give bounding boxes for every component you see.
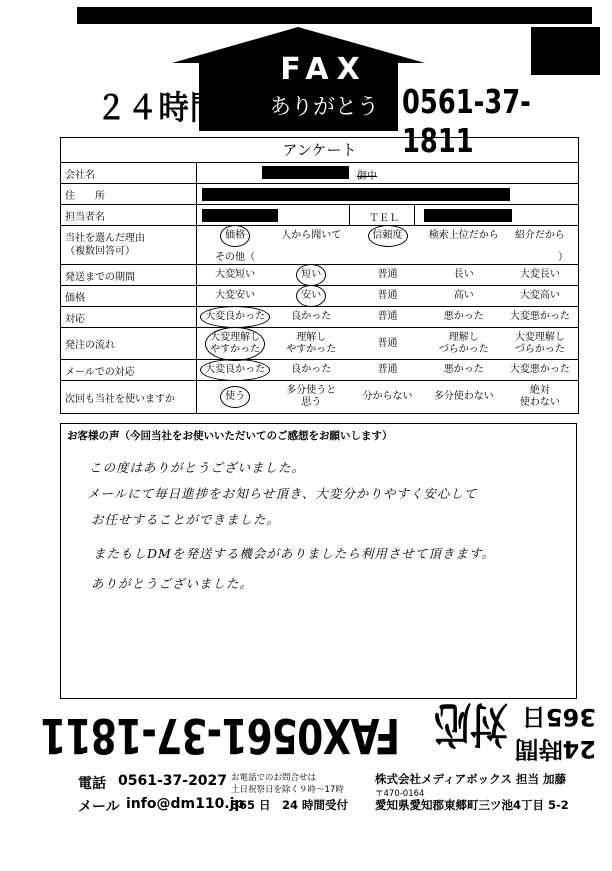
reason-option-label: 人から聞いて (281, 230, 342, 241)
fax-label: FAX (280, 52, 368, 87)
redaction-block (531, 27, 600, 75)
rating-option-label: 絶対 使わない (519, 385, 560, 408)
reason-other-close: ） (558, 252, 568, 263)
rating-option-label: 普通 (377, 311, 398, 322)
rating-option-label: 大変短い (215, 269, 256, 280)
rating-option-label: 大変長い (519, 269, 560, 280)
rating-option[interactable] (349, 265, 425, 285)
reason-option[interactable] (273, 226, 349, 246)
footer-postal: 〒470-0164 (375, 789, 425, 799)
rating-option[interactable] (426, 328, 502, 359)
customer-voice-box (60, 423, 577, 699)
rating-option-label: 大変悪かった (509, 311, 570, 322)
voice-line: またもしDMを発送する機会がありましたら利用させて頂きます。 (93, 546, 495, 561)
redacted-company (262, 166, 349, 179)
rating-option-label: 大変高い (519, 290, 560, 301)
rating-row (61, 286, 578, 307)
rating-row (61, 328, 578, 360)
rating-option-label: 良かった (291, 311, 332, 322)
rating-row (61, 381, 578, 413)
company-label: 会社名 (61, 163, 197, 183)
reason-option-label: 紹介だから (514, 230, 565, 241)
tel-label: ＴＥＬ (369, 213, 399, 224)
reason-option[interactable] (349, 226, 425, 246)
rating-option[interactable] (197, 381, 273, 413)
rating-option[interactable] (426, 307, 502, 327)
mirrored-banner (40, 696, 596, 771)
rating-option-label: 高い (453, 290, 474, 301)
voice-title: お客様の声（今回当社をお使いいただいてのご感想をお願いします） (67, 430, 393, 442)
voice-line: この度はありがとうございました。 (89, 460, 306, 475)
rating-option[interactable] (197, 328, 273, 359)
rating-option[interactable] (502, 381, 578, 413)
top-bar (77, 7, 592, 24)
redacted-tel (424, 209, 512, 222)
footer-phone-label: 電話 (78, 776, 106, 792)
reason-option[interactable] (426, 226, 502, 246)
rating-option-label: 大変安い (215, 290, 256, 301)
banner-days: 365日 (521, 703, 596, 731)
redacted-contact (202, 209, 278, 222)
rating-row (61, 307, 578, 328)
reason-other: その他（ (215, 252, 255, 263)
rating-option-label: 多分使うと 思う (286, 385, 337, 408)
address-label: 住 所 (61, 184, 197, 204)
rating-row-label: メールでの対応 (61, 360, 197, 380)
footer-company: 株式会社メディアボックス 担当 加藤 (375, 772, 566, 786)
rating-option[interactable] (349, 307, 425, 327)
footer-mail-label: メール (78, 799, 120, 815)
banner-fax-number: FAX0561-37-1811 (40, 707, 400, 763)
rating-row (61, 265, 578, 286)
rating-option-label: 短い (301, 269, 322, 280)
company-row (61, 163, 578, 184)
rating-option[interactable] (273, 381, 349, 413)
company-suffix: 御中 (357, 171, 377, 182)
footer-inquiry: お電話でのお問合せは (231, 773, 317, 783)
reason-option[interactable] (502, 226, 578, 246)
rating-option-label: 分からない (362, 391, 413, 402)
rating-row-label: 発注の流れ (61, 328, 197, 359)
footer-hours: 365 日 24 時間受付 (231, 798, 349, 812)
rating-option[interactable] (273, 265, 349, 285)
rating-option-label: 使う (225, 391, 246, 402)
hours-headline: ２４時間ＯＫ (96, 88, 284, 127)
rating-option[interactable] (502, 265, 578, 285)
rating-option[interactable] (426, 360, 502, 380)
rating-option-label: 理解し づらかった (438, 331, 489, 355)
reason-option[interactable] (197, 226, 273, 246)
voice-line: メールにて毎日進捗をお知らせ頂き、大変分かりやすく安心して (87, 486, 478, 501)
rating-option[interactable] (349, 360, 425, 380)
contact-row (61, 205, 578, 226)
rating-option[interactable] (426, 265, 502, 285)
rating-option[interactable] (273, 286, 349, 306)
reason-option-label: 検索上位だから (428, 230, 499, 241)
survey-title: アンケート (61, 138, 578, 163)
rating-option[interactable] (197, 307, 273, 327)
rating-option-label: 大変理解し づらかった (514, 331, 565, 355)
footer-address: 愛知県愛知郡東郷町三ツ池4丁目 5-2 (375, 798, 569, 812)
redacted-address (202, 188, 510, 201)
rating-option[interactable] (349, 381, 425, 413)
rating-option-label: 普通 (377, 364, 398, 375)
footer-phone: 0561-37-2027 (118, 773, 228, 789)
rating-option[interactable] (273, 328, 349, 359)
rating-row-label: 発送までの期間 (61, 265, 197, 285)
fax-thanks: ありがとう (268, 95, 379, 120)
rating-option[interactable] (273, 360, 349, 380)
rating-option-label: 普通 (377, 290, 398, 301)
reason-sublabel: （複数回答可） (65, 246, 135, 257)
rating-row-label: 価格 (61, 286, 197, 306)
rating-option-label: 大変良かった (205, 311, 266, 322)
survey-table (60, 137, 579, 414)
voice-line: お任せすることができました。 (91, 512, 281, 527)
rating-option[interactable] (502, 286, 578, 306)
rating-option-label: 大変悪かった (509, 364, 570, 375)
rating-option[interactable] (349, 286, 425, 306)
rating-option-label: 理解し やすかった (286, 331, 337, 355)
banner-hours: 24時間 (514, 735, 596, 763)
rating-option[interactable] (197, 265, 273, 285)
reason-label: 当社を選んだ理由 (65, 233, 145, 244)
rating-option-label: 良かった (291, 364, 332, 375)
reason-option-label: 価格 (225, 230, 246, 241)
reason-row (61, 226, 578, 265)
reason-option-label: 信頼度 (372, 230, 403, 241)
rating-option[interactable] (273, 307, 349, 327)
rating-option[interactable] (426, 286, 502, 306)
fax-number-headline: 0561-37-1811 (402, 82, 531, 160)
rating-option-label: 安い (301, 290, 322, 301)
rating-option[interactable] (502, 328, 578, 359)
rating-option-label: 大変良かった (205, 364, 266, 375)
rating-option[interactable] (502, 307, 578, 327)
voice-line: ありがとうございました。 (91, 576, 254, 591)
rating-option-label: 大変理解し やすかった (210, 331, 261, 355)
address-row (61, 184, 578, 205)
rating-option-label: 長い (453, 269, 474, 280)
rating-option[interactable] (197, 360, 273, 380)
rating-row (61, 360, 578, 381)
banner-taio: 対応 (434, 696, 508, 752)
rating-option[interactable] (502, 360, 578, 380)
rating-option[interactable] (426, 381, 502, 413)
rating-option-label: 多分使わない (433, 391, 494, 402)
contact-label: 担当者名 (61, 205, 197, 225)
rating-option-label: 悪かった (443, 311, 484, 322)
rating-row-label: 対応 (61, 307, 197, 327)
rating-row-label: 次回も当社を使いますか (61, 381, 197, 413)
rating-option-label: 普通 (377, 337, 398, 349)
rating-option[interactable] (197, 286, 273, 306)
rating-option-label: 普通 (377, 269, 398, 280)
footer-mail: info@dm110.jp (126, 796, 245, 812)
rating-option[interactable] (349, 328, 425, 359)
footer-inquiry-hours: 土日祝祭日を除く９時～17時 (231, 785, 344, 795)
rating-option-label: 悪かった (443, 364, 484, 375)
